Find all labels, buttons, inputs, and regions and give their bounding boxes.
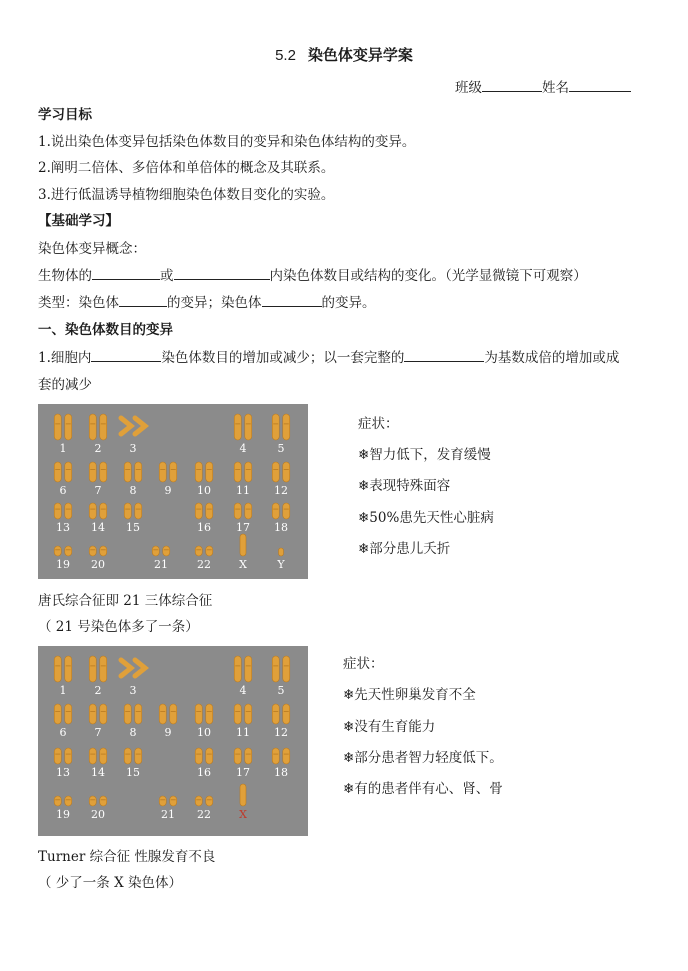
symptom2-item-4: ❄有的患者伴有心、肾、骨 [343, 781, 503, 797]
symptom1-item-1: ❄智力低下，发育缓慢 [358, 447, 491, 463]
chromosome-pair [195, 462, 213, 482]
concept-text-b: 或 [160, 268, 174, 284]
item1-line-2: 套的减少 [38, 377, 92, 393]
chromosome-label: 3 [129, 684, 137, 697]
chromosome-label: 7 [94, 484, 102, 497]
chromosome-label: 18 [274, 766, 288, 779]
page-title [0, 44, 688, 65]
chromosome-label: 1 [59, 684, 67, 697]
karyotype-image-1 [38, 404, 308, 579]
chromosome-label: 21 [154, 558, 168, 571]
chromosome-label: 9 [164, 484, 172, 497]
goal-item-3: 3.进行低温诱导植物细胞染色体数目变化的实验。 [38, 187, 335, 203]
chromosome-pair [159, 704, 177, 724]
karyotype-image-2 [38, 646, 308, 836]
chromosome-pair [89, 414, 107, 440]
chromosome-label: 5 [277, 684, 285, 697]
chromosome-pair [195, 546, 213, 556]
chromosome-pair [89, 704, 107, 724]
goal-item-1: 1.说出染色体变异包括染色体数目的变异和染色体结构的变异。 [38, 134, 416, 150]
section1-heading: 一、染色体数目的变异 [38, 322, 173, 338]
concept-text-a: 生物体的 [38, 268, 92, 284]
chromosome-x [240, 534, 246, 556]
chromosome-label: 12 [274, 726, 288, 739]
chromosome-label: 17 [236, 766, 250, 779]
chromosome-label: 11 [236, 484, 250, 497]
chromosome-label: 4 [239, 684, 247, 697]
chromosome-label: 2 [94, 684, 102, 697]
karyotype-2-svg [38, 646, 308, 836]
goals-heading: 学习目标 [38, 107, 92, 123]
chromosome-label: 8 [129, 726, 137, 739]
chromosome-label: 2 [94, 442, 102, 455]
chromosome-label: 16 [197, 766, 211, 779]
chromosome-pair [272, 503, 290, 519]
chromosome-pair [234, 503, 252, 519]
chromosome-label: 9 [164, 726, 172, 739]
chromosome-label: 5 [277, 442, 285, 455]
item1-blank-2[interactable] [404, 348, 484, 362]
chromosome-label: 11 [236, 726, 250, 739]
title-text: 染色体变异学案 [307, 46, 413, 64]
chromosome-label: 20 [91, 808, 105, 821]
chromosome-label: 14 [91, 521, 105, 534]
class-name-row [455, 76, 631, 96]
caption2b: （ 少了一条 X 染色体） [38, 875, 182, 891]
type-text-b: 的变异；染色体 [167, 295, 262, 311]
chromosome-pair [54, 704, 72, 724]
chromosome-pair [272, 656, 290, 682]
symptom2-heading: 症状： [343, 656, 384, 672]
chromosome-pair [234, 462, 252, 482]
concept-text-c: 内染色体数目或结构的变化。（光学显微镜下可观察） [269, 268, 587, 284]
chromosome-pair [89, 546, 107, 556]
basic-heading: 【基础学习】 [38, 213, 119, 229]
chromosome-pair [234, 414, 252, 440]
caption1: 唐氏综合征即 21 三体综合征 [38, 593, 213, 609]
symptom2-item-3: ❄部分患者智力轻度低下。 [343, 750, 503, 766]
chromosome-pair [272, 748, 290, 764]
chromosome-label: X [239, 808, 247, 821]
symptom1-item-2: ❄表现特殊面容 [358, 478, 451, 494]
symptom1-item-3: ❄50%患先天性心脏病 [358, 510, 494, 526]
chromosome-pair [195, 503, 213, 519]
chromosome-pair [234, 704, 252, 724]
chromosome-pair [89, 748, 107, 764]
chromosome-pair [124, 704, 142, 724]
chromosome-label: 6 [59, 484, 67, 497]
chromosome-label: 10 [197, 726, 211, 739]
goal-item-2: 2.阐明二倍体、多倍体和单倍体的概念及其联系。 [38, 160, 335, 176]
type-blank-2[interactable] [262, 293, 322, 307]
item1-text-b: 染色体数目的增加或减少；以一套完整的 [161, 350, 405, 366]
type-line [38, 293, 376, 313]
chromosome-pair [195, 796, 213, 806]
chromosome-pair [195, 748, 213, 764]
chromosome-label: 6 [59, 726, 67, 739]
chromosome-label: 1 [59, 442, 67, 455]
chromosome-label: 12 [274, 484, 288, 497]
concept-blank-1[interactable] [92, 266, 160, 280]
chromosome-pair [54, 414, 72, 440]
chromosome-label: 15 [126, 521, 140, 534]
item1-line [38, 348, 619, 368]
chromosome-label: Y [277, 558, 285, 571]
chromosome-label: 19 [56, 558, 70, 571]
chromosome-pair [272, 704, 290, 724]
chromosome-label: 15 [126, 766, 140, 779]
chromosome-label: 17 [236, 521, 250, 534]
class-label: 班级 [455, 80, 482, 96]
class-blank[interactable] [482, 78, 542, 92]
chromosome-label: X [239, 558, 247, 571]
concept-blank-2[interactable] [174, 266, 270, 280]
symptom2-item-1: ❄先天性卵巢发育不全 [343, 687, 476, 703]
symptom2-item-2: ❄没有生育能力 [343, 719, 436, 735]
item1-blank-1[interactable] [91, 348, 161, 362]
chromosome-label: 22 [197, 558, 211, 571]
chromosome-pair [159, 462, 177, 482]
symptom1-item-4: ❄部分患儿夭折 [358, 541, 451, 557]
chromosome-pair [54, 462, 72, 482]
chromosome-label: 3 [129, 442, 137, 455]
chromosome-pair [89, 656, 107, 682]
chromosome-pair [124, 748, 142, 764]
chromosome-label: 4 [239, 442, 247, 455]
chromosome-pair [195, 704, 213, 724]
item1-text-a: 1.细胞内 [38, 350, 92, 366]
chromosome-pair [121, 418, 145, 434]
karyotype-1-svg [38, 404, 308, 579]
chromosome-pair [89, 796, 107, 806]
chromosome-pair [54, 546, 72, 556]
chromosome-pair [54, 796, 72, 806]
chromosome-pair [234, 748, 252, 764]
chromosome-label: 8 [129, 484, 137, 497]
name-blank[interactable] [569, 78, 631, 92]
chromosome-label: 16 [197, 521, 211, 534]
chromosome-pair [152, 546, 170, 556]
chromosome-label: 7 [94, 726, 102, 739]
concept-label: 染色体变异概念： [38, 241, 146, 257]
chromosome-pair [89, 462, 107, 482]
chromosome-pair [272, 462, 290, 482]
chromosome-pair [121, 660, 145, 676]
caption1b: （ 21 号染色体多了一条） [38, 619, 199, 635]
chromosome-label: 20 [91, 558, 105, 571]
chromosome-label: 21 [161, 808, 175, 821]
type-text-c: 的变异。 [321, 295, 376, 311]
chromosome-label: 10 [197, 484, 211, 497]
type-text-a: 类型：染色体 [38, 295, 119, 311]
chromosome-label: 13 [56, 521, 70, 534]
chromosome-label: 22 [197, 808, 211, 821]
chromosome-label: 18 [274, 521, 288, 534]
name-label: 姓名 [542, 80, 569, 96]
chromosome-pair [234, 656, 252, 682]
chromosome-label: 14 [91, 766, 105, 779]
chromosome-pair [272, 414, 290, 440]
chromosome-pair [89, 503, 107, 519]
chromosome-label: 19 [56, 808, 70, 821]
type-blank-1[interactable] [119, 293, 167, 307]
item1-text-c: 为基数成倍的增加或成 [484, 350, 620, 366]
concept-line [38, 266, 587, 286]
title-number: 5.2 [275, 47, 296, 64]
symptom1-heading: 症状： [358, 416, 399, 432]
chromosome-pair [124, 462, 142, 482]
chromosome-label: 13 [56, 766, 70, 779]
chromosome-y [279, 548, 284, 556]
chromosome-x [240, 784, 246, 806]
chromosome-pair [159, 796, 177, 806]
chromosome-pair [54, 748, 72, 764]
chromosome-pair [54, 656, 72, 682]
chromosome-pair [124, 503, 142, 519]
caption2: Turner 综合征 性腺发育不良 [38, 849, 216, 865]
chromosome-pair [54, 503, 72, 519]
